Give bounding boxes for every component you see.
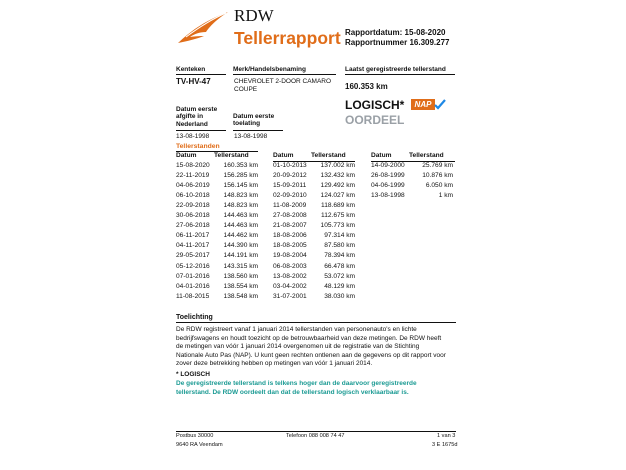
row-tellerstand: 38.030 km bbox=[324, 292, 355, 300]
divider bbox=[233, 74, 336, 75]
row-date: 05-12-2016 bbox=[176, 262, 210, 270]
toelating-label-line: toelating bbox=[233, 120, 261, 128]
table-row bbox=[176, 221, 258, 231]
table-row bbox=[273, 272, 355, 282]
afgifte-label-line: Datum eerste bbox=[176, 106, 218, 113]
toelating-label-line: Datum eerste bbox=[233, 113, 275, 120]
row-date: 31-07-2001 bbox=[273, 292, 307, 300]
footer-divider bbox=[176, 431, 456, 432]
row-tellerstand: 148.823 km bbox=[223, 202, 258, 210]
laatst-value: 160.353 km bbox=[345, 82, 388, 91]
row-date: 15-08-2020 bbox=[176, 162, 210, 170]
row-tellerstand: 25.769 km bbox=[422, 162, 453, 170]
table-row bbox=[273, 191, 355, 201]
table-header bbox=[371, 151, 453, 161]
table-row bbox=[176, 181, 258, 191]
footer-postbus: Postbus 30000 bbox=[176, 433, 214, 439]
row-date: 26-08-1999 bbox=[371, 172, 405, 180]
table-row bbox=[273, 211, 355, 221]
logisch-heading: * LOGISCH bbox=[176, 371, 210, 378]
row-date: 11-08-2015 bbox=[176, 292, 210, 300]
tellerstanden-column-2 bbox=[273, 151, 355, 302]
row-tellerstand: 137.002 km bbox=[320, 162, 355, 170]
report-title: Tellerrapport bbox=[234, 28, 341, 48]
row-date: 04-11-2017 bbox=[176, 242, 210, 250]
row-tellerstand: 1 km bbox=[438, 192, 453, 200]
row-tellerstand: 138.560 km bbox=[223, 272, 258, 280]
row-tellerstand: 112.675 km bbox=[321, 212, 355, 220]
row-date: 01-10-2013 bbox=[273, 162, 307, 170]
table-header bbox=[273, 151, 355, 161]
report-number: Rapportnummer 16.309.277 bbox=[345, 38, 450, 47]
row-tellerstand: 97.314 km bbox=[324, 232, 355, 240]
row-date: 15-09-2011 bbox=[273, 182, 307, 190]
row-date: 19-08-2004 bbox=[273, 252, 307, 260]
row-tellerstand: 138.554 km bbox=[223, 282, 258, 290]
row-tellerstand: 53.072 km bbox=[324, 272, 355, 280]
logisch-explanation: De geregistreerde tellerstand is telkens hoger dan de daarvoor geregistreerde tellerstand. De RDW oordeelt dan dat de tellerstand logisch verklaarbaar is. bbox=[176, 380, 417, 396]
tellerstanden-title: Tellerstanden bbox=[176, 143, 220, 150]
row-tellerstand: 6.050 km bbox=[425, 182, 453, 190]
table-row bbox=[176, 191, 258, 201]
row-tellerstand: 138.548 km bbox=[223, 292, 258, 300]
row-date: 22-09-2018 bbox=[176, 202, 210, 210]
row-tellerstand: 144.463 km bbox=[223, 222, 258, 230]
divider bbox=[176, 130, 226, 131]
row-tellerstand: 48.129 km bbox=[324, 282, 355, 290]
row-tellerstand: 148.823 km bbox=[223, 192, 258, 200]
table-row bbox=[273, 201, 355, 211]
merk-line-1: CHEVROLET 2-DOOR CAMARO bbox=[234, 78, 332, 85]
column-header-tellerstand: Tellerstand bbox=[214, 152, 249, 159]
row-date: 18-08-2005 bbox=[273, 242, 307, 250]
row-tellerstand: 156.285 km bbox=[223, 172, 258, 180]
column-header-tellerstand: Tellerstand bbox=[311, 152, 346, 159]
table-row bbox=[273, 241, 355, 251]
row-date: 13-08-2002 bbox=[273, 272, 307, 280]
toelating-value: 13-08-1998 bbox=[234, 133, 268, 140]
table-header bbox=[176, 151, 258, 161]
afgifte-label-line: Nederland bbox=[176, 120, 208, 128]
footer-telefoon: Telefoon 088 008 74 47 bbox=[286, 433, 345, 439]
nap-logo bbox=[411, 99, 445, 110]
table-row bbox=[176, 211, 258, 221]
row-date: 29-05-2017 bbox=[176, 252, 210, 260]
row-tellerstand: 78.394 km bbox=[324, 252, 355, 260]
kenteken-label: Kenteken bbox=[176, 66, 206, 73]
divider bbox=[176, 322, 456, 323]
afgifte-label bbox=[176, 106, 217, 128]
merk-line-2: COUPE bbox=[234, 86, 258, 93]
table-row bbox=[273, 171, 355, 181]
table-row bbox=[273, 282, 355, 292]
brand-name: RDW bbox=[234, 6, 274, 25]
report-date: Rapportdatum: 15-08-2020 bbox=[345, 28, 446, 37]
row-date: 13-08-1998 bbox=[371, 192, 405, 200]
row-tellerstand: 118.689 km bbox=[321, 202, 355, 210]
afgifte-value: 13-08-1998 bbox=[176, 133, 210, 140]
row-tellerstand: 144.191 km bbox=[223, 252, 258, 260]
divider bbox=[233, 130, 283, 131]
nap-logo-text: NAP bbox=[411, 99, 435, 110]
laatst-label: Laatst geregistreerde tellerstand bbox=[345, 66, 446, 73]
row-tellerstand: 129.492 km bbox=[320, 182, 355, 190]
table-row bbox=[273, 292, 355, 302]
checkmark-icon bbox=[434, 99, 446, 110]
row-date: 04-01-2016 bbox=[176, 282, 210, 290]
row-tellerstand: 144.463 km bbox=[223, 212, 258, 220]
row-tellerstand: 87.580 km bbox=[324, 242, 355, 250]
table-row bbox=[176, 161, 258, 171]
row-tellerstand: 144.390 km bbox=[223, 242, 258, 250]
table-row bbox=[273, 251, 355, 261]
row-date: 03-04-2002 bbox=[273, 282, 307, 290]
row-date: 20-09-2012 bbox=[273, 172, 307, 180]
table-row bbox=[273, 161, 355, 171]
tellerstanden-column-3 bbox=[371, 151, 453, 201]
row-tellerstand: 160.353 km bbox=[223, 162, 258, 170]
table-row bbox=[176, 251, 258, 261]
row-date: 18-08-2006 bbox=[273, 232, 307, 240]
row-date: 06-08-2003 bbox=[273, 262, 307, 270]
row-tellerstand: 132.432 km bbox=[320, 172, 355, 180]
footer-page: 1 van 3 bbox=[437, 433, 456, 439]
table-row bbox=[371, 171, 453, 181]
column-header-datum: Datum bbox=[176, 152, 197, 159]
table-row bbox=[176, 171, 258, 181]
table-row bbox=[176, 282, 258, 292]
toelichting-title: Toelichting bbox=[176, 314, 213, 321]
table-row bbox=[176, 231, 258, 241]
row-date: 30-06-2018 bbox=[176, 212, 210, 220]
rdw-feather-logo bbox=[176, 10, 230, 44]
row-tellerstand: 156.145 km bbox=[223, 182, 258, 190]
tellerstanden-column-1 bbox=[176, 151, 258, 302]
toelichting-paragraph: De RDW registreert vanaf 1 januari 2014 tellerstanden van personenauto's en lichte bedrijfswagens en houdt toezicht op de betrouwbaarheid van deze metingen. De RDW heeft de metingen van vóór 1 januari 2014 overgenomen uit de registratie van de Stichting Nationale Auto Pas (NAP). U kunt geen rechten ontlenen aan de gegevens op dit rapport voor zover deze betrekking hebben op metingen van vóór 1 januari 2014. bbox=[176, 326, 446, 368]
row-tellerstand: 144.462 km bbox=[223, 232, 258, 240]
table-row bbox=[273, 221, 355, 231]
row-date: 27-08-2008 bbox=[273, 212, 307, 220]
table-row bbox=[176, 272, 258, 282]
row-tellerstand: 124.027 km bbox=[320, 192, 355, 200]
footer-code: 3 E 1675d bbox=[432, 442, 458, 448]
table-row bbox=[176, 262, 258, 272]
afgifte-label-line: afgifte in bbox=[176, 113, 204, 121]
table-row bbox=[371, 161, 453, 171]
table-row bbox=[273, 181, 355, 191]
divider bbox=[176, 74, 226, 75]
table-row bbox=[371, 191, 453, 201]
footer-city: 9640 RA Veendam bbox=[176, 442, 223, 448]
row-date: 07-01-2016 bbox=[176, 272, 210, 280]
table-row bbox=[273, 231, 355, 241]
row-date: 04-06-2019 bbox=[176, 182, 210, 190]
table-row bbox=[371, 181, 453, 191]
row-tellerstand: 10.876 km bbox=[422, 172, 453, 180]
divider bbox=[345, 74, 455, 75]
table-row bbox=[273, 262, 355, 272]
row-tellerstand: 66.478 km bbox=[324, 262, 355, 270]
kenteken-value: TV-HV-47 bbox=[176, 77, 211, 86]
oordeel-label: OORDEEL bbox=[345, 113, 405, 127]
logisch-label: LOGISCH* bbox=[345, 98, 405, 112]
row-tellerstand: 143.315 km bbox=[223, 262, 258, 270]
row-date: 14-09-2000 bbox=[371, 162, 405, 170]
table-row bbox=[176, 241, 258, 251]
toelating-label bbox=[233, 113, 274, 128]
row-date: 06-10-2018 bbox=[176, 192, 210, 200]
row-date: 11-08-2009 bbox=[273, 202, 307, 210]
table-row bbox=[176, 201, 258, 211]
row-date: 21-08-2007 bbox=[273, 222, 307, 230]
column-header-datum: Datum bbox=[273, 152, 294, 159]
row-date: 22-11-2019 bbox=[176, 172, 210, 180]
row-date: 06-11-2017 bbox=[176, 232, 210, 240]
column-header-datum: Datum bbox=[371, 152, 392, 159]
column-header-tellerstand: Tellerstand bbox=[409, 152, 444, 159]
row-date: 27-06-2018 bbox=[176, 222, 210, 230]
row-date: 04-06-1999 bbox=[371, 182, 405, 190]
merk-label: Merk/Handelsbenaming bbox=[233, 66, 306, 73]
row-tellerstand: 105.773 km bbox=[320, 222, 355, 230]
row-date: 02-09-2010 bbox=[273, 192, 307, 200]
table-row bbox=[176, 292, 258, 302]
